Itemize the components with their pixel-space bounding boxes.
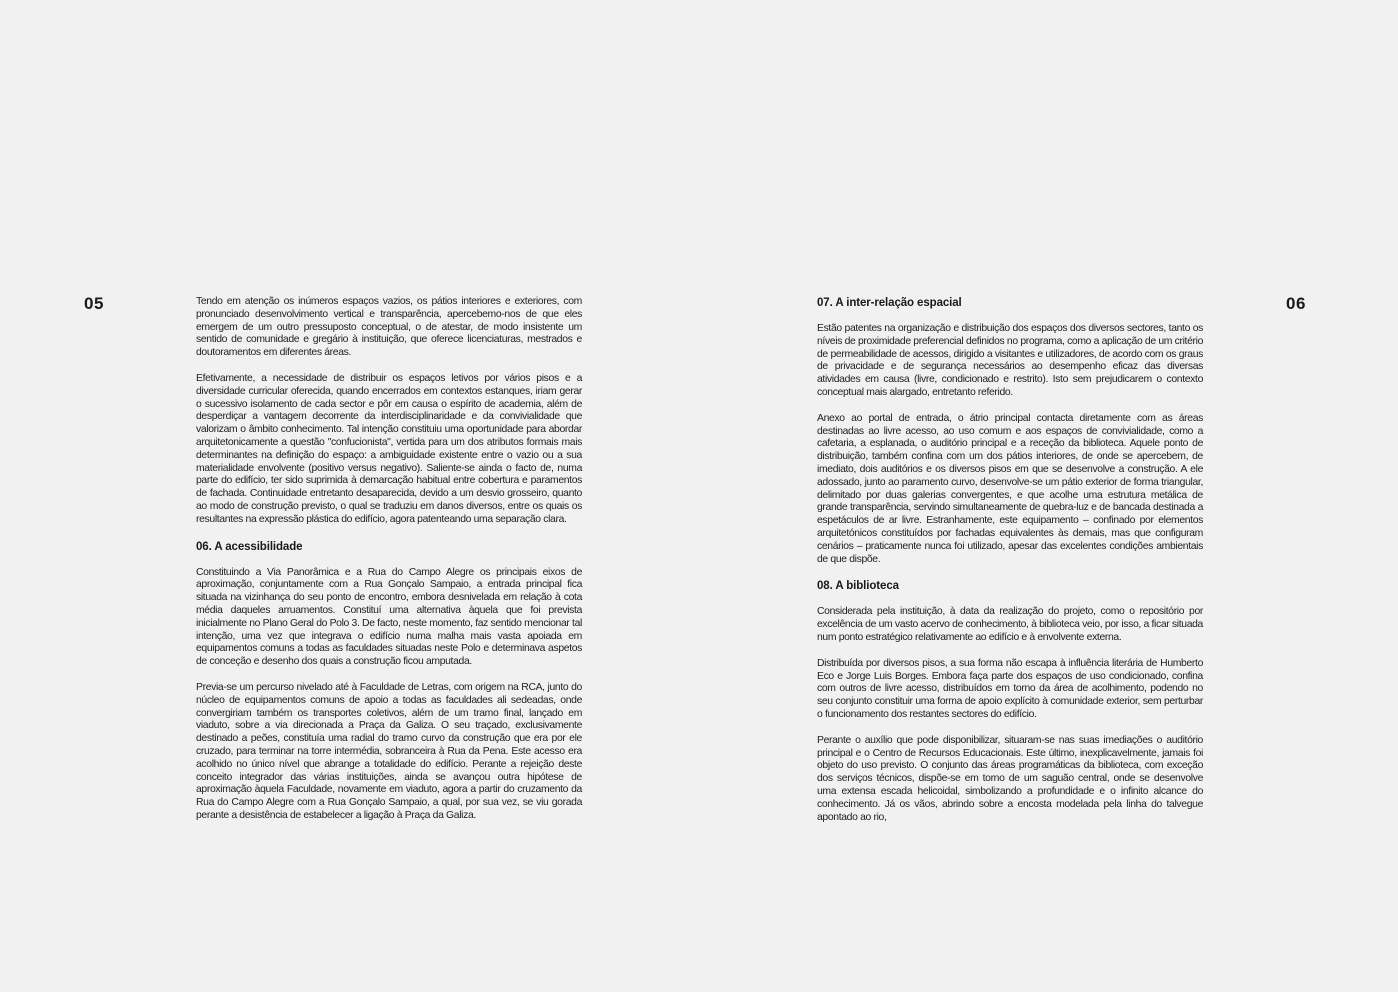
right-column bbox=[817, 296, 1203, 837]
left-column bbox=[196, 296, 582, 836]
paragraph: Constituindo a Via Panorâmica e a Rua do Campo Alegre os principais eixos de aproximação, conjuntamente com a Rua Gonçalo Sampaio, a entrada principal fica situada na vizinhança do seu ponto de encontro, embora desnivelada em relação à cota média daqueles arruamentos. Constituí uma alternativa àquela que foi prevista inicialmente no Plano Geral do Polo 3. De facto, neste momento, faz sentido mencionar tal intenção, uma vez que integrava o edifício numa malha mais vasta apoiada em equipamentos comuns a todas as faculdades situadas neste Polo e determinava aspetos de conceção e desenho dos quais a construção ficou amputada. bbox=[196, 566, 582, 668]
page-number-right: 06 bbox=[1286, 294, 1306, 313]
paragraph: Considerada pela instituição, à data da realização do projeto, como o repositório por excelência de um vasto acervo de conhecimento, à biblioteca veio, por isso, a ficar situada num ponto estratégico relativamente ao edifício e à envolvente externa. bbox=[817, 606, 1203, 643]
page-number-left: 05 bbox=[84, 294, 104, 313]
paragraph: Efetivamente, a necessidade de distribuir os espaços letivos por vários pisos e a diversidade curricular oferecida, quando encerrados em contextos estanques, iriam gerar o sucessivo isolamento de cada sector e pôr em causa o espírito de academia, além de desperdiçar a vantagem decorrente da interdisciplinaridade e da convivialidade que valorizam o âmbito conhecimento. Tal intenção constituiu uma oportunidade para abordar arquitetonicamente a questão "confucionista", vertida para um dos atributos formais mais determinantes na definição do espaço: a ambiguidade existente entre o vazio ou a sua materialidade envolvente (positivo versus negativo). Saliente-se ainda o facto de, numa parte do edifício, ter sido suprimida à demarcação habitual entre cobertura e paramentos de fachada. Continuidade entretanto desaparecida, devido a um desvio grosseiro, quanto ao modo de construção previsto, o qual se traduziu em danos diversos, entre os quais os resultantes na expressão plástica do edifício, agora patenteando uma separação clara. bbox=[196, 372, 582, 525]
paragraph: Previa-se um percurso nivelado até à Faculdade de Letras, com origem na RCA, junto do núcleo de equipamentos comuns de apoio a todas as faculdades ali sedeadas, onde convergiriam também os transportes coletivos, além de um tramo final, lançado em viaduto, sobre a via direcionada a Praça da Galiza. O seu traçado, exclusivamente destinado a peões, constituía uma radial do tramo curvo da construção que era por ele cruzado, para terminar na torre intermédia, sobranceira à Rua da Pena. Este acesso era acolhido no único nível que abrange a totalidade do edifício. Perante a rejeição deste conceito integrador das várias instituições, ainda se avançou outra hipótese de aproximação àquela Faculdade, novamente em viaduto, agora a partir do cruzamento da Rua do Campo Alegre com a Rua Gonçalo Sampaio, a qual, por sua vez, se viu gorada perante a desistência de estabelecer a ligação à Praça da Galiza. bbox=[196, 681, 582, 821]
section-heading: 06. A acessibilidade bbox=[196, 540, 303, 553]
section-heading: 07. A inter-relação espacial bbox=[817, 297, 962, 309]
section-heading: 08. A biblioteca bbox=[817, 580, 899, 593]
paragraph: Distribuída por diversos pisos, a sua forma não escapa à influência literária de Humberto Eco e Jorge Luis Borges. Embora faça parte dos espaços de uso condicionado, confina com outros de livre acesso, distribuídos em torno da área de acolhimento, podendo no seu conjunto constituir uma forma de apoio explícito à comunidade exterior, sem perturbar o funcionamento dos restantes sectores do edifício. bbox=[817, 657, 1203, 720]
paragraph: Anexo ao portal de entrada, o átrio principal contacta diretamente com as áreas destinadas ao livre acesso, ao uso comum e aos espaços de convivialidade, como a cafetaria, a esplanada, o auditório principal e a receção da biblioteca. Aquele ponto de distribuição, também confina com um dos pátios interiores, de onde se apercebem, de imediato, dois auditórios e os diversos pisos em que se desenvolve a construção. A ele adossado, junto ao paramento curvo, desenvolve-se um pátio exterior de forma triangular, delimitado por duas galerias convergentes, e que acolhe uma estrutura metálica de grande transparência, servindo simultaneamente de quebra-luz e de bancada destinada a espetáculos de ar livre. Estranhamente, este equipamento – confinado por elementos arquitetónicos constituídos por fachadas equivalentes às demais, mas que configuram cenários – praticamente nunca foi utilizado, apesar das excelentes condições ambientais de que dispõe. bbox=[817, 412, 1203, 565]
paragraph: Estão patentes na organização e distribuição dos espaços dos diversos sectores, tanto os níveis de proximidade preferencial definidos no programa, como a aplicação de um critério de permeabilidade de acessos, dirigido a visitantes e utilizadores, de acordo com os graus de privacidade e de segurança necessários ao desempenho eficaz das diversas atividades em causa (livre, condicionado e restrito). Isto sem prejudicarem o contexto conceptual mais alargado, entretanto referido. bbox=[817, 323, 1203, 398]
paragraph: Tendo em atenção os inúmeros espaços vazios, os pátios interiores e exteriores, com pronunciado desenvolvimento vertical e transparência, apercebemo-nos de que eles emergem de um outro pressuposto conceptual, o de atestar, de modo insistente um sentido de comunidade e gregário à instituição, que oferece licenciaturas, mestrados e doutoramentos em diferentes áreas. bbox=[196, 296, 582, 359]
paragraph: Perante o auxílio que pode disponibilizar, situaram-se nas suas imediações o auditório principal e o Centro de Recursos Educacionais. Este último, inexplicavelmente, jamais foi objeto do uso previsto. O conjunto das áreas programáticas da biblioteca, com exceção dos serviços técnicos, dispõe-se em torno de um saguão central, onde se desenvolve uma extensa escada helicoidal, simbolizando a profundidade e o infinito alcance do conhecimento. Já os vãos, abrindo sobre a encosta modelada pela linha do talvegue apontado ao rio, bbox=[817, 734, 1203, 823]
